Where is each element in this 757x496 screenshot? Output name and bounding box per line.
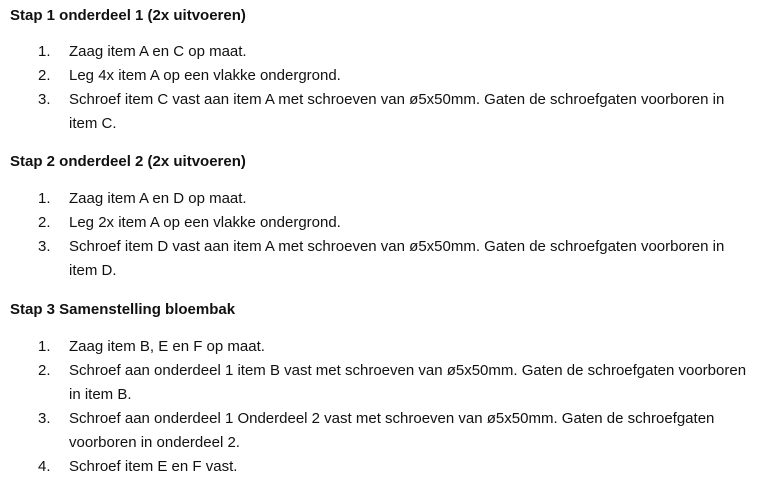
section-2-step-2 [38,211,750,235]
section-2-title: Stap 2 onderdeel 2 (2x uitvoeren) [10,153,246,170]
step-number: 2. [38,362,51,379]
section-2-step-1 [38,187,750,211]
section-1-step-1 [38,40,750,64]
step-number: 3. [38,238,51,255]
step-text: Schroef item E en F vast. [69,458,238,475]
step-text: Zaag item B, E en F op maat. [69,338,265,355]
step-text: Leg 2x item A op een vlakke ondergrond. [69,214,341,231]
step-text: Schroef item D vast aan item A met schroeven van ø5x50mm. Gaten de schroefgaten voorboren in item D. [69,238,725,279]
step-text: Schroef item C vast aan item A met schroeven van ø5x50mm. Gaten de schroefgaten voorboren in item C. [69,91,725,132]
step-number: 3. [38,410,51,427]
step-number: 3. [38,91,51,108]
section-2-step-3 [38,235,750,283]
step-number: 2. [38,214,51,231]
step-text: Schroef aan onderdeel 1 Onderdeel 2 vast met schroeven van ø5x50mm. Gaten de schroefgaten voorboren in onderdeel 2. [69,410,715,451]
step-number: 4. [38,458,51,475]
section-3-step-2 [38,359,750,407]
section-3-step-4 [38,455,750,479]
step-text: Leg 4x item A op een vlakke ondergrond. [69,67,341,84]
step-number: 2. [38,67,51,84]
section-3-title: Stap 3 Samenstelling bloembak [10,301,236,318]
step-text: Schroef aan onderdeel 1 item B vast met schroeven van ø5x50mm. Gaten de schroefgaten voorboren in item B. [69,362,747,403]
section-3-step-3 [38,407,750,455]
step-text: Zaag item A en D op maat. [69,190,247,207]
step-number: 1. [38,338,51,355]
step-number: 1. [38,43,51,60]
section-1-title: Stap 1 onderdeel 1 (2x uitvoeren) [10,7,246,24]
section-1-step-2 [38,64,750,88]
step-number: 1. [38,190,51,207]
step-text: Zaag item A en C op maat. [69,43,247,60]
section-1-step-3 [38,88,750,136]
section-3-step-1 [38,335,750,359]
